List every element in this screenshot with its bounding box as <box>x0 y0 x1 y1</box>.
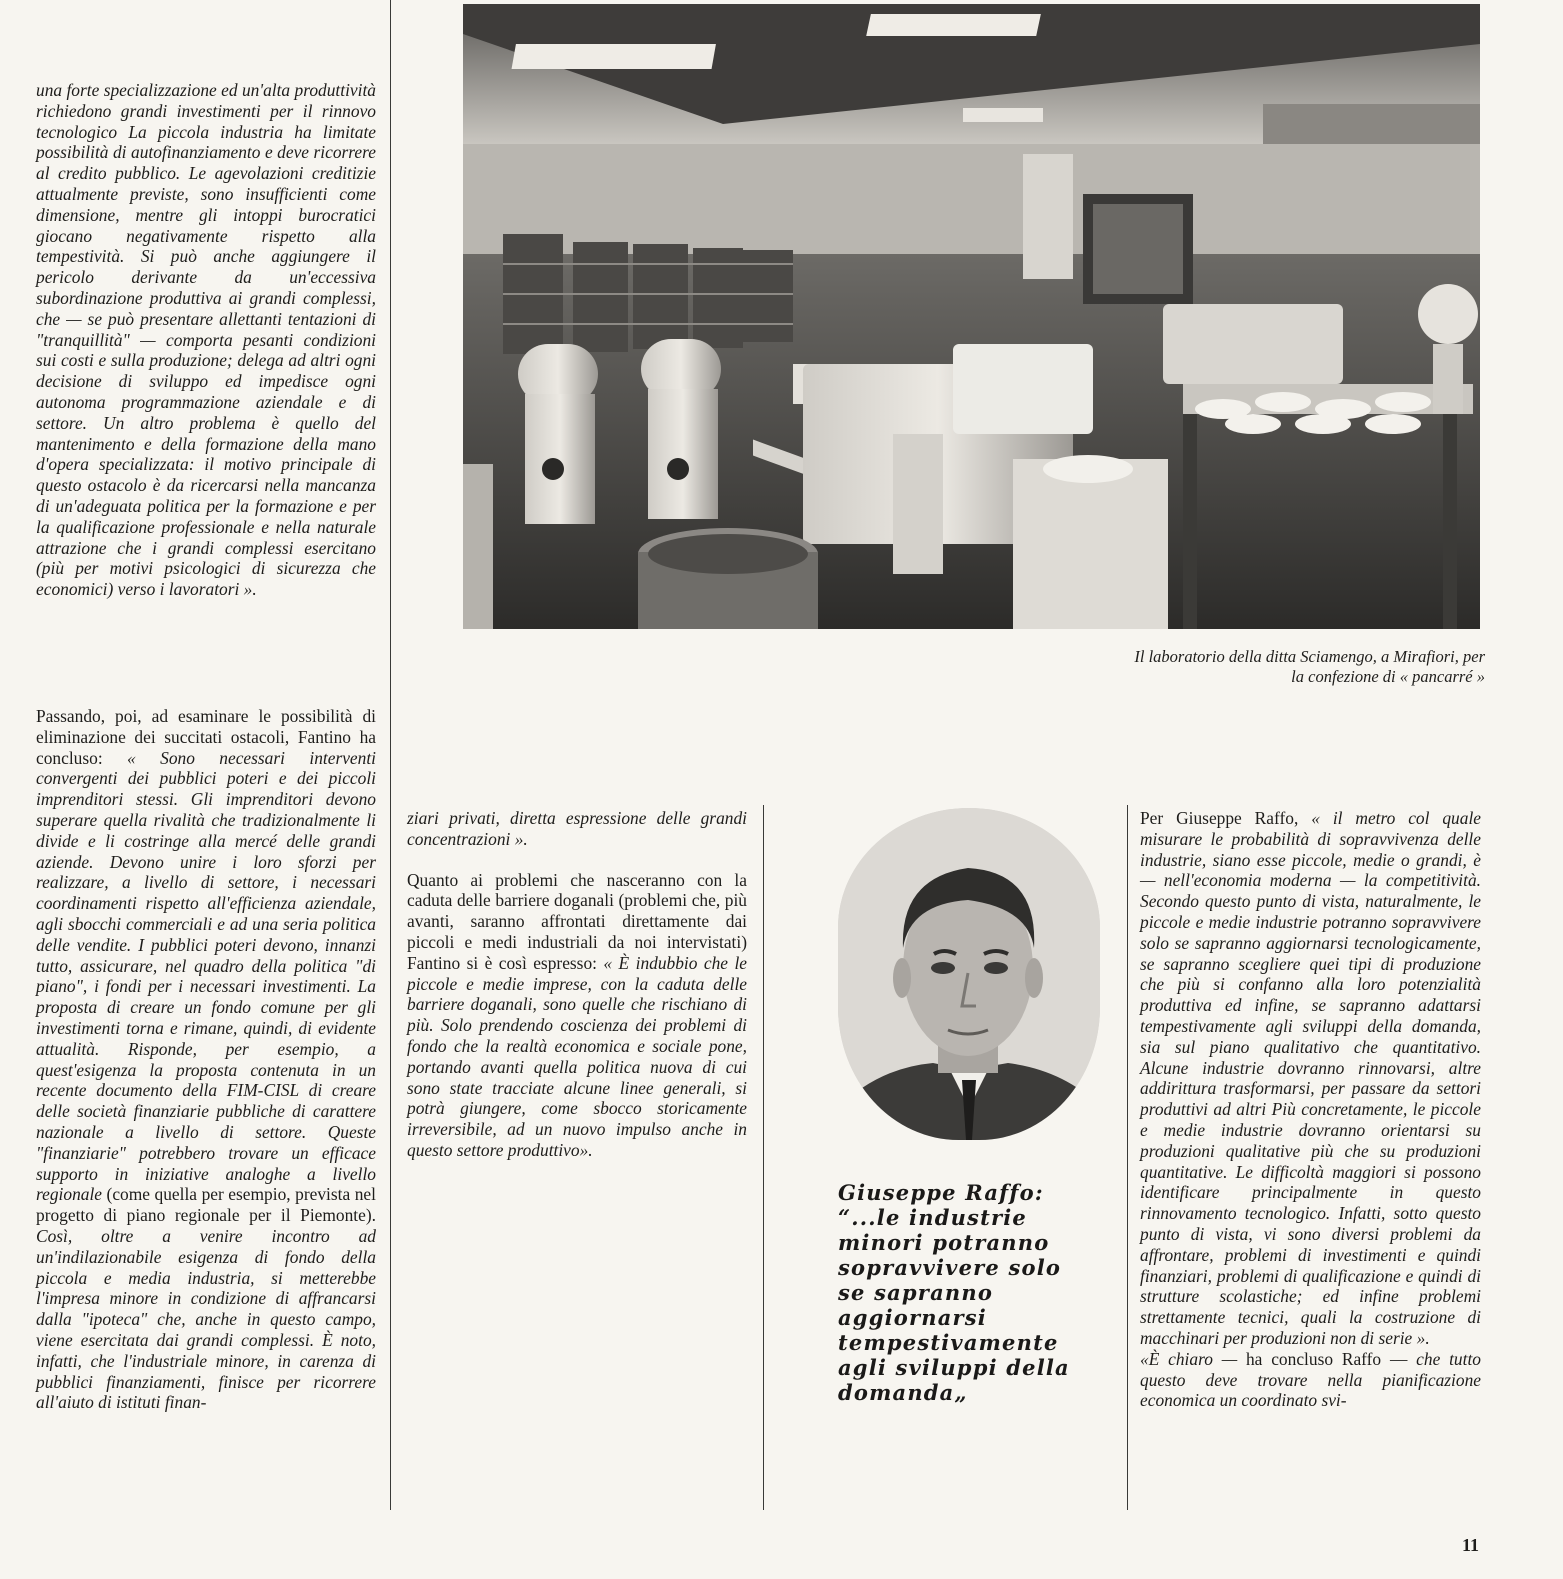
column-4-attribution: ha concluso Raffo — <box>1245 1348 1417 1369</box>
pull-quote: Giuseppe Raffo: “...le industrie minori potranno sopravvivere solo se sapranno aggiornarsi tempestivamente agli sviluppi della domanda„ <box>838 1180 1070 1405</box>
portrait-image <box>838 808 1100 1140</box>
portrait-photo <box>838 808 1100 1140</box>
column-rule-3 <box>1127 805 1128 1510</box>
column-1-top <box>36 80 376 600</box>
column-4-paragraph-2 <box>1140 1349 1481 1411</box>
column-4-quote: « il metro col quale misurare le probabilità di sopravvivenza delle industrie, siano esse piccole, medie o grandi, è — nell'economia moderna — la competitività. Secondo questo punto di vista, naturalmente, le piccole e medie industrie potranno sopravvivere solo se sapranno aggiornarsi tecnologicamente, se sapranno scegliere quei tipi di produzione che più si confanno alla loro potenzialità produttiva ed infine, se sapranno adattarsi tempestivamente agli sviluppi della domanda, sia sul piano qualitativo che quantitativo. Alcune industrie dovranno rinnovarsi, altre addirittura trasformarsi, per passare da settori produttivi ad altri Più concretamente, le piccole e medie industrie dovranno orientarsi su produzioni qualitative più che su produzioni quantitative. Le difficoltà maggiori si possono identificare principalmente in questo rinnovamento tecnologico. Infatti, sotto questo punto di vista, vi sono diversi problemi da affrontare, problemi di investimenti e quindi finanziari, problemi di qualificazione e quindi di strutture scolastiche; ed infine problemi strettamente tecnici, quali la costruzione di macchinari per produzioni non di serie ». <box>1140 808 1482 1348</box>
page-number: 11 <box>1462 1535 1480 1555</box>
column-1-intro: Passando, poi, ad esaminare le possibilità di eliminazione dei succitati ostacoli, Fantino ha concluso: <box>36 706 376 768</box>
column-1-aside: (come quella per esempio, prevista nel progetto di piano regionale per il Piemonte). <box>36 1184 376 1226</box>
column-1-quote-a: « Sono necessari interventi convergenti dei pubblici poteri e dei piccoli imprenditori stessi. Gli imprenditori devono superare quella rivalità che tradizionalmente li divide e li costringe alla mercé delle grandi aziende. Devono unire i loro sforzi per realizzare, a livello di settore, i necessari coordinamenti rispetto all'efficienza aziendale, agli sbocchi commerciali e ad una seria politica delle vendite. I pubblici poteri devono, innanzi tutto, assicurare, nel quadro della politica "di piano", i fondi per i necessari investimenti. La proposta di creare un fondo comune per gli investimenti torna e rimane, quindi, di evidente attualità. Risponde, per esempio, a quest'esigenza la proposta contenuta in un recente documento della FIM-CISL di creare delle società finanziarie pubbliche di carattere nazionale a livello di settore. Queste "finanziarie" potrebbero trovare un efficace supporto in iniziative analoghe a livello regionale <box>36 747 377 1205</box>
column-4-intro: Per Giuseppe Raffo, <box>1140 808 1312 828</box>
column-2-paragraph-1: ziari privati, diretta espressione delle grandi concentrazioni ». <box>407 808 747 849</box>
column-rule-1 <box>390 0 391 1510</box>
column-1-bottom <box>36 706 376 1413</box>
column-1-top-text: una forte specializzazione ed un'alta produttività richiedono grandi investimenti per il rinnovo tecnologico La piccola industria ha limitate possibilità di autofinanziamento e deve ricorrere al credito pubblico. Le agevolazioni creditizie attualmente previste, sono insufficienti come dimensione, mentre gli intoppi burocratici giocano negativamente rispetto alla tempestività. Si può anche aggiungere il pericolo derivante da un'eccessiva subordinazione produttiva ai grandi complessi, che — se può presentare allettanti tentazioni di "tranquillità" — comporta pesanti condizioni sui costi e sulla produzione; delega ad altri ogni decisione di sviluppo ed impedisce ogni autonoma programmazione aziendale e di settore. Un altro problema è quello del mantenimento e della formazione della mano d'opera specializzata: il motivo principale di questo ostacolo è da ricercarsi nella mancanza di un'adeguata politica per la formazione e per la qualificazione professionale e nella naturale attrazione che i grandi complessi esercitano (più per motivi psicologici di sicurezza che economici) verso i lavoratori ». <box>36 80 376 600</box>
column-4-quote-b-start: «È chiaro — <box>1140 1348 1246 1369</box>
column-1-quote-b: Così, oltre a venire incontro ad un'indilazionabile esigenza di fondo della piccola e media industria, si metterebbe l'impresa minore in condizione di affrancarsi dalla "ipoteca" che, anche in questo campo, viene esercitata dai grandi complessi. È noto, infatti, che l'industriale minore, in carenza di pubblici finanziamenti, finisce per ricorrere all'aiuto di istituti finan- <box>36 1225 376 1413</box>
column-2-intro: Quanto ai problemi che nasceranno con la caduta delle barriere doganali (problemi che, più avanti, saranno affrontati direttamente dai piccoli e medi industriali da noi intervistati) Fantino si è così espresso: <box>407 869 747 973</box>
column-4-paragraph-1 <box>1140 808 1481 1349</box>
column-rule-2 <box>763 805 764 1510</box>
column-2-paragraph-2 <box>407 870 747 1161</box>
column-1-bottom-paragraph <box>36 706 376 1413</box>
column-4-quote-b-end: che tutto questo deve trovare nella pianificazione economica un coordinato svi- <box>1140 1348 1481 1411</box>
column-2 <box>407 808 747 1161</box>
laboratory-photo <box>463 4 1480 629</box>
photo-caption: Il laboratorio della ditta Sciamengo, a Mirafiori, per la confezione di « pancarré » <box>1134 647 1485 686</box>
column-4 <box>1140 808 1481 1411</box>
column-2-quote: « È indubbio che le piccole e medie imprese, con la caduta delle barriere doganali, sono quelle che rischiano di più. Solo prendendo coscienza dei problemi di fondo che la realtà economica e sociale pone, portando avanti quella politica nuova di cui sono state tracciate alcune linee generali, si potrà giungere, come sbocco storicamente irreversibile, ad un nuovo impulso anche in questo settore produttivo». <box>407 952 748 1160</box>
laboratory-photo-image <box>463 4 1480 629</box>
